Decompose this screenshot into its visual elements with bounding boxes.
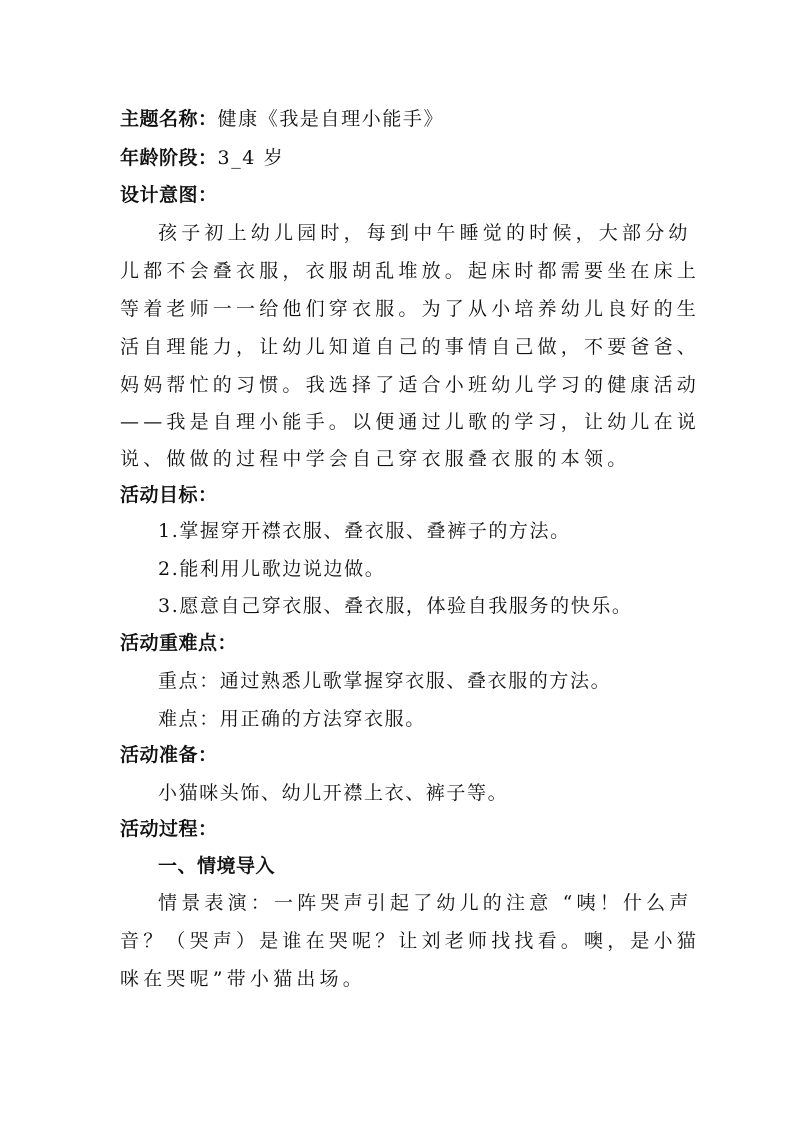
design-intent-heading: 设计意图： <box>120 184 218 206</box>
goals-heading: 活动目标： <box>120 484 218 506</box>
design-intent-line: 孩子初上幼儿园时，每到中午睡觉的时候，大部分幼 <box>158 222 692 244</box>
design-intent-line: 说、做做的过程中学会自己穿衣服叠衣服的本领。 <box>120 448 631 470</box>
age-value: 3_4 岁 <box>217 147 285 169</box>
design-intent-line: ——我是自理小能手。以便通过儿歌的学习，让幼儿在说 <box>120 411 701 433</box>
design-intent-line: 儿都不会叠衣服，衣服胡乱堆放。起床时都需要坐在床上 <box>120 260 701 282</box>
process-line: 咪在哭呢”带小猫出场。 <box>120 968 366 990</box>
process-line: 情景表演：一阵哭声引起了幼儿的注意 “咦！什么声 <box>158 892 693 914</box>
goal-item: 2.能利用儿歌边说边做。 <box>158 558 386 580</box>
process-heading: 活动过程： <box>120 818 218 840</box>
design-intent-line: 妈妈帮忙的习惯。我选择了适合小班幼儿学习的健康活动 <box>120 374 701 396</box>
key-point-text: 重点：通过熟悉儿歌掌握穿衣服、叠衣服的方法。 <box>158 670 612 692</box>
goal-item: 3.愿意自己穿衣服、叠衣服，体验自我服务的快乐。 <box>158 595 633 617</box>
preparation-text: 小猫咪头饰、幼儿开襟上衣、裤子等。 <box>158 782 509 804</box>
goal-item: 1.掌握穿开襟衣服、叠衣服、叠裤子的方法。 <box>158 520 571 542</box>
age-line <box>120 143 660 173</box>
key-points-heading: 活动重难点： <box>120 632 238 654</box>
theme-line <box>120 104 660 134</box>
design-intent-line: 活自理能力，让幼儿知道自己的事情自己做，不要爸爸、 <box>120 336 701 358</box>
preparation-heading: 活动准备： <box>120 744 218 766</box>
theme-label: 主题名称： <box>120 108 218 130</box>
design-intent-line: 等着老师一一给他们穿衣服。为了从小培养幼儿良好的生 <box>120 298 701 320</box>
difficulty-text: 难点：用正确的方法穿衣服。 <box>158 708 426 730</box>
process-section-title: 一、情境导入 <box>158 855 276 877</box>
process-line: 音？（哭声）是谁在哭呢？让刘老师找找看。噢，是小猫 <box>120 930 701 952</box>
age-label: 年龄阶段： <box>120 147 218 169</box>
theme-value: 健康《我是自理小能手》 <box>217 108 445 130</box>
